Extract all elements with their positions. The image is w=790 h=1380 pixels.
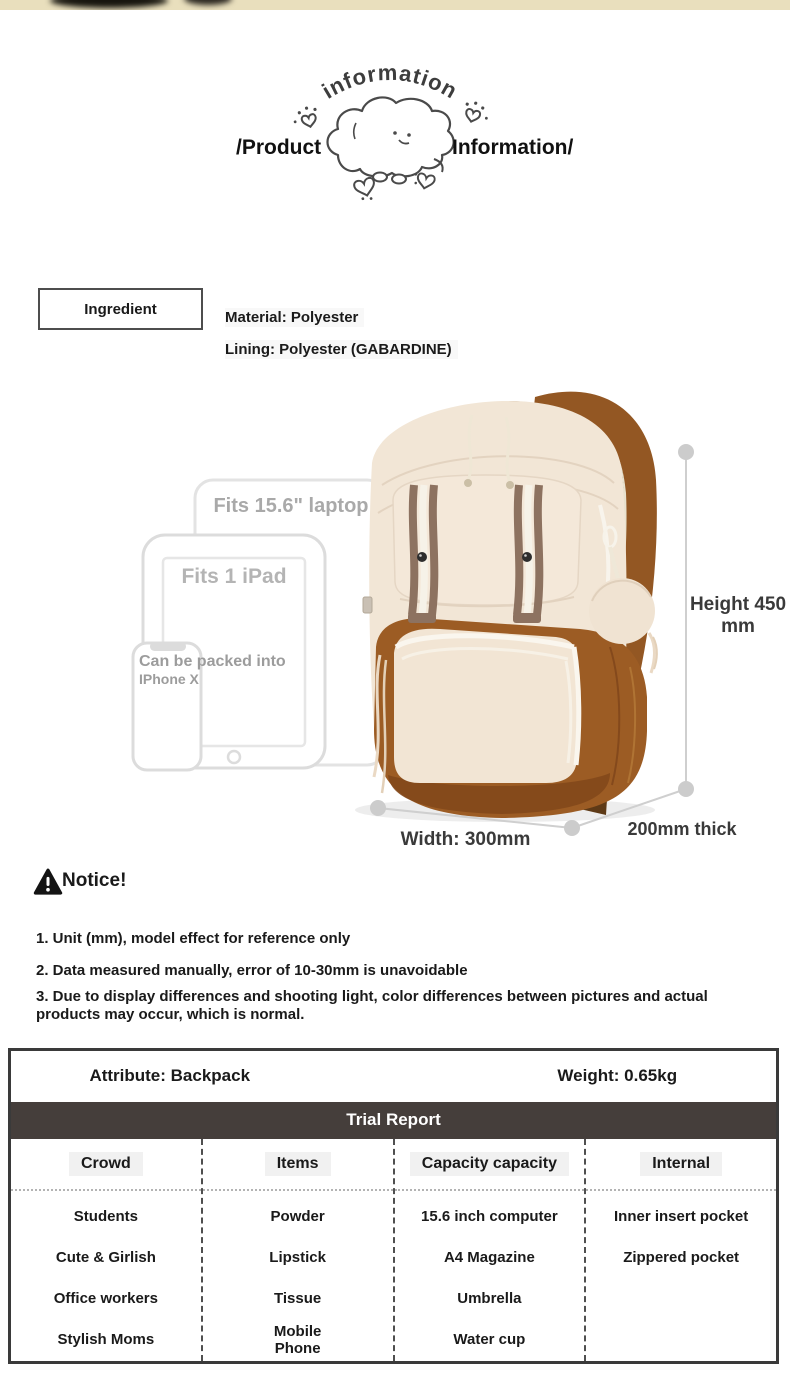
weight-cell: Weight: 0.65kg (557, 1066, 678, 1086)
dog-doodle (328, 97, 454, 183)
column-header-label: Capacity capacity (410, 1152, 569, 1176)
photo-remnant-blob (184, 0, 232, 5)
notice-item: 1. Unit (mm), model effect for reference only (36, 930, 351, 947)
column-header (395, 1139, 585, 1191)
table-cell: Tissue (274, 1290, 322, 1308)
column-cells (586, 1191, 776, 1279)
photo-remnant-blob (50, 0, 168, 8)
table-cell: Lipstick (269, 1249, 326, 1267)
heart-icon (412, 172, 435, 190)
column-header-label: Items (265, 1152, 331, 1176)
table-cell: Mobile Phone (273, 1322, 322, 1357)
table-cell: Powder (270, 1208, 325, 1226)
material-line: Material: Polyester (225, 308, 364, 327)
attribute-row (11, 1051, 776, 1102)
warning-icon (33, 866, 63, 898)
laptop-fit-label: Fits 15.6" laptop (213, 495, 369, 517)
table-cell: Water cup (453, 1331, 526, 1349)
webbing-strap (408, 485, 436, 623)
height-unit: mm (721, 615, 755, 637)
table-cell: Office workers (53, 1290, 158, 1308)
attribute-cell: Attribute: Backpack (89, 1066, 251, 1086)
column-cells (203, 1191, 393, 1361)
table-cell: Cute & Girlish (55, 1249, 156, 1267)
column-crowd (11, 1139, 201, 1361)
table-cell: Zippered pocket (623, 1249, 740, 1267)
table-cell: Students (73, 1208, 138, 1226)
ipad-fit-label: Fits 1 iPad (181, 565, 287, 588)
table-columns (11, 1139, 776, 1361)
paw-print-icon (462, 99, 491, 125)
column-cells (11, 1191, 201, 1361)
table-cell: Stylish Moms (57, 1331, 155, 1349)
paw-print-icon (291, 105, 320, 130)
header-right-text: Information/ (452, 136, 574, 159)
iphone-fit-label-line2: IPhone X (139, 671, 199, 687)
table-cell: Umbrella (457, 1290, 522, 1308)
trial-report-bar: Trial Report (11, 1102, 776, 1139)
usb-port (363, 597, 372, 613)
column-cells (395, 1191, 585, 1361)
column-capacity (393, 1139, 585, 1361)
column-header-label: Internal (640, 1152, 722, 1176)
table-cell: 15.6 inch computer (421, 1208, 558, 1226)
column-internal (584, 1139, 776, 1361)
header-doodle (230, 55, 550, 205)
ingredient-label: Ingredient (84, 300, 157, 318)
height-value: Height 450 (689, 594, 787, 615)
height-dimension-label (688, 594, 788, 638)
column-items (201, 1139, 393, 1361)
lining-line: Lining: Polyester (GABARDINE) (225, 340, 458, 359)
webbing-strap (513, 485, 541, 623)
table-cell: Inner insert pocket (614, 1208, 749, 1226)
notice-item: 2. Data measured manually, error of 10-30mm is unavoidable (36, 962, 468, 979)
column-header (586, 1139, 776, 1191)
width-dimension-label: Width: 300mm (400, 829, 531, 850)
header-left-text: /Product (236, 136, 322, 159)
notice-item: 3. Due to display differences and shooting light, color differences between pictures and actual products may occur, which is normal. (36, 988, 708, 1023)
product-visual (0, 380, 790, 860)
ipad-home-button (228, 751, 240, 763)
table-cell: A4 Magazine (443, 1249, 535, 1267)
backpack-illustration (363, 392, 657, 818)
column-header (11, 1139, 201, 1191)
notice-title: Notice! (62, 870, 127, 891)
arched-information-text: information (317, 59, 463, 104)
column-header (203, 1139, 393, 1191)
previous-section-edge (0, 0, 790, 10)
spec-table (8, 1048, 779, 1364)
column-header-label: Crowd (69, 1152, 143, 1176)
iphone-notch (150, 642, 186, 651)
heart-icon (353, 177, 378, 203)
ingredient-box (38, 288, 203, 330)
thickness-dimension-label: 200mm thick (627, 819, 737, 839)
iphone-fit-label-line1: Can be packed into (139, 653, 286, 670)
